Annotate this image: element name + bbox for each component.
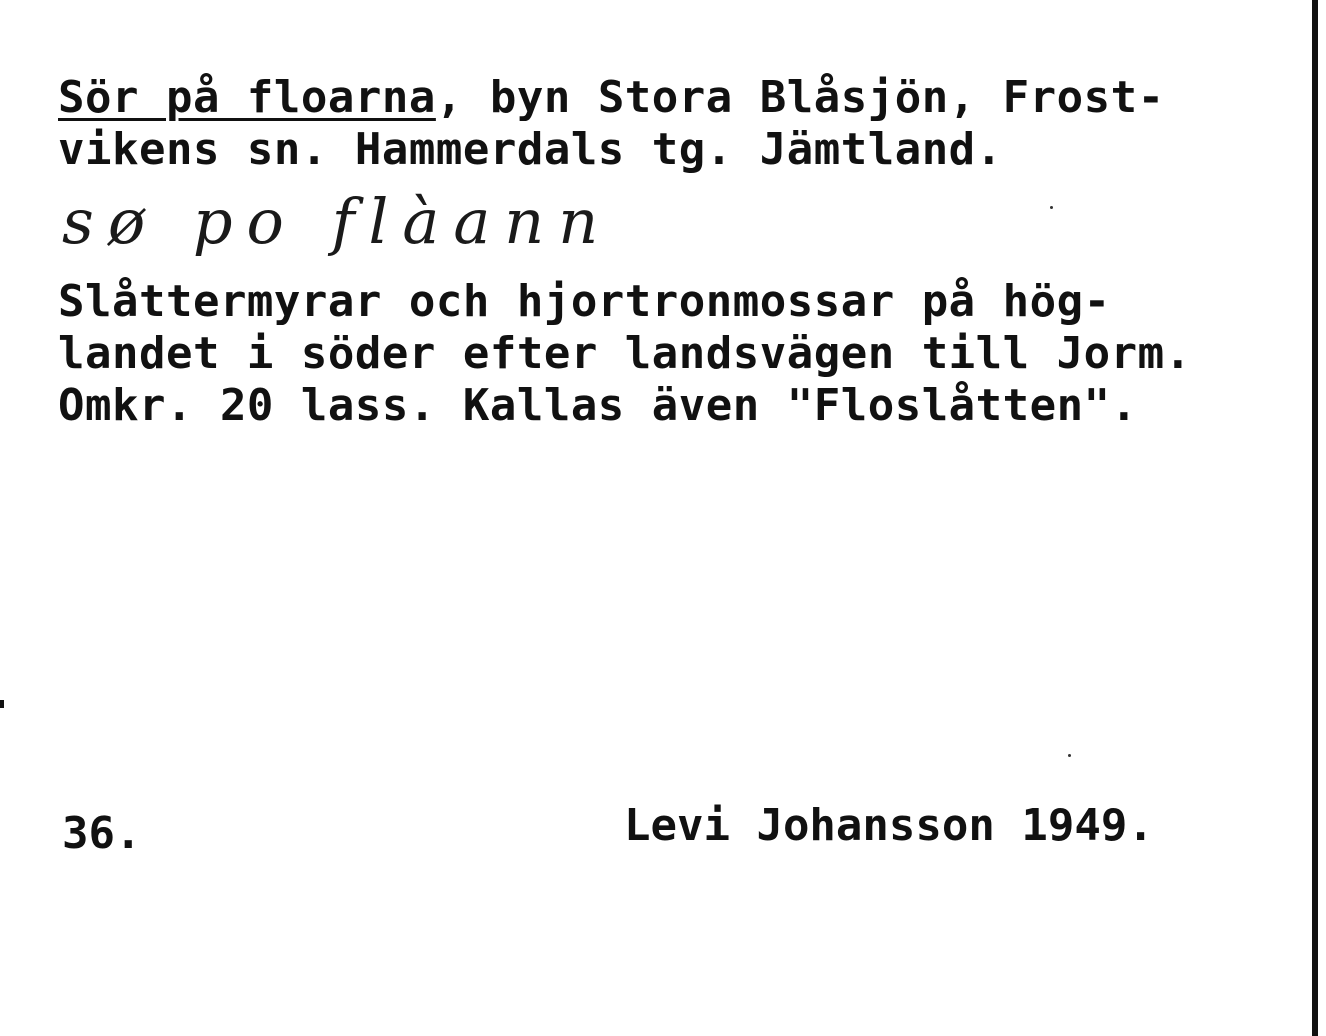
scan-mark [0, 700, 4, 708]
description-line: Slåttermyrar och hjortronmossar på hög- [58, 276, 1111, 327]
recorder-signature: Levi Johansson 1949. [624, 800, 1154, 851]
card-edge [1312, 0, 1318, 1036]
description-line: Omkr. 20 lass. Kallas även "Floslåtten". [58, 380, 1138, 431]
ink-speck [1050, 206, 1053, 209]
place-name-heading [58, 72, 1165, 124]
heading-rest: , byn Stora Blåsjön, Frost- [435, 72, 1165, 123]
ink-speck [1068, 754, 1071, 757]
place-name: Sör på floarna [58, 72, 436, 123]
handwritten-pronunciation: sø po flàann [62, 185, 613, 258]
location-line: vikens sn. Hammerdals tg. Jämtland. [58, 124, 1003, 175]
description-line: landet i söder efter landsvägen till Jorm. [58, 328, 1192, 379]
card-number: 36. [62, 808, 142, 859]
